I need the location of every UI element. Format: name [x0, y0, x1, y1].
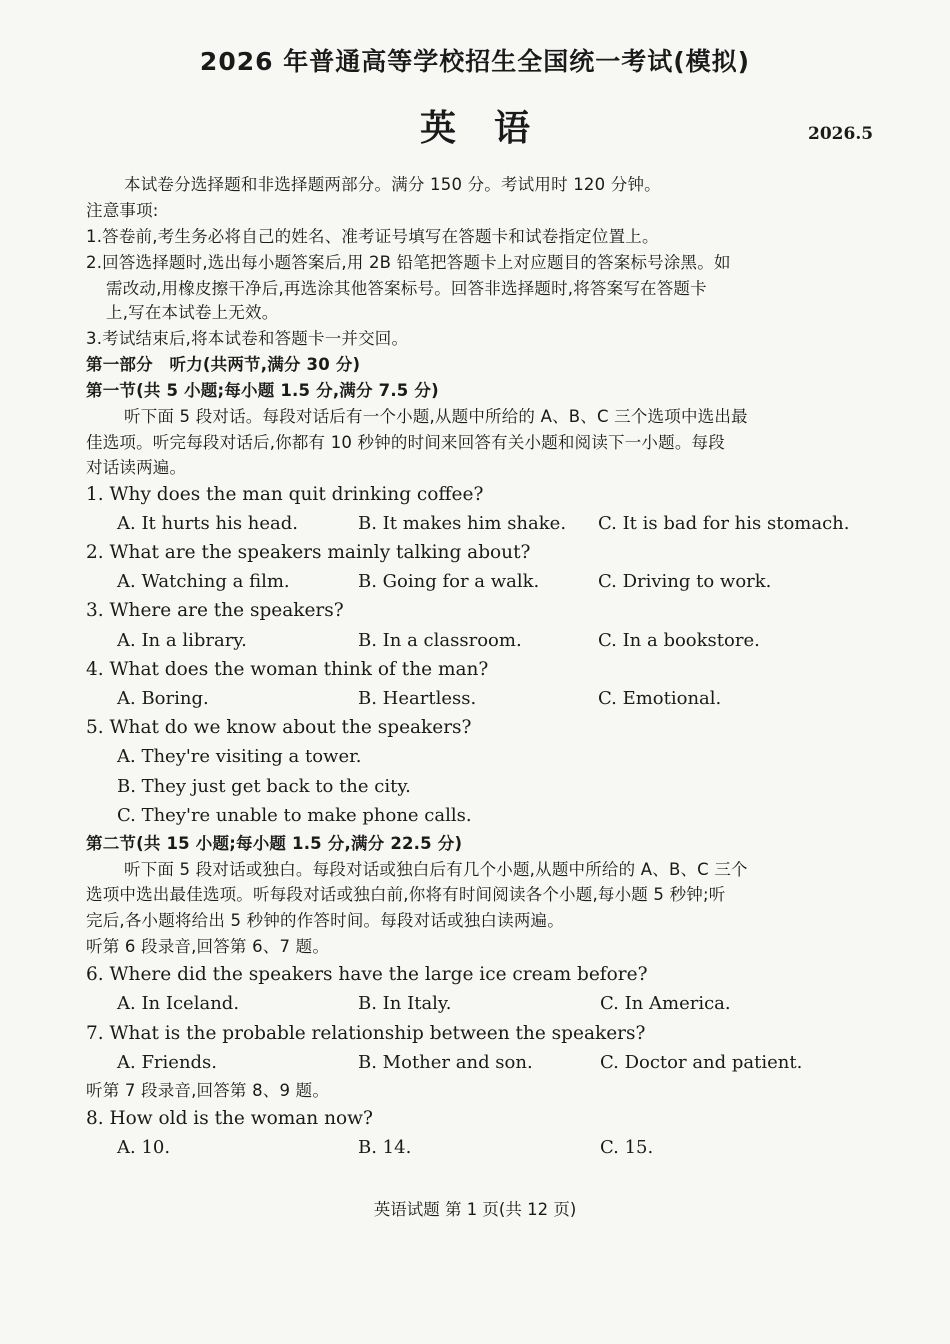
section2-instruction-2: 选项中选出最佳选项。听每段对话或独白前,你将有时间阅读各个小题,每小题 5 秒钟;听: [86, 885, 726, 904]
recording-6-instruction: 听第 6 段录音,回答第 6、7 题。: [86, 937, 330, 956]
question-1: 1. Why does the man quit drinking coffee?: [86, 484, 484, 505]
q4-option-b: B. Heartless.: [358, 688, 477, 709]
q4-option-c: C. Emotional.: [598, 688, 722, 709]
question-4: 4. What does the woman think of the man?: [86, 659, 489, 680]
q8-option-b: B. 14.: [358, 1137, 412, 1158]
q2-option-b: B. Going for a walk.: [358, 571, 540, 592]
q7-option-c: C. Doctor and patient.: [600, 1052, 803, 1073]
notice-heading: 注意事项:: [86, 201, 159, 220]
section2-heading: 第二节(共 15 小题;每小题 1.5 分,满分 22.5 分): [86, 834, 463, 853]
q2-option-a: A. Watching a film.: [117, 571, 290, 592]
section1-instruction-2: 佳选项。听完每段对话后,你都有 10 秒钟的时间来回答有关小题和阅读下一小题。每段: [86, 433, 725, 452]
section2-instruction-1: 听下面 5 段对话或独白。每段对话或独白后有几个小题,从题中所给的 A、B、C 三个: [124, 860, 748, 879]
q7-option-b: B. Mother and son.: [358, 1052, 533, 1073]
q3-option-a: A. In a library.: [117, 630, 247, 651]
section1-instruction-3: 对话读两遍。: [86, 458, 187, 477]
q1-option-a: A. It hurts his head.: [117, 513, 299, 534]
question-3: 3. Where are the speakers?: [86, 600, 344, 621]
exam-date: 2026.5: [808, 124, 874, 144]
q2-option-c: C. Driving to work.: [598, 571, 772, 592]
q8-option-c: C. 15.: [600, 1137, 654, 1158]
part1-heading: 第一部分 听力(共两节,满分 30 分): [86, 355, 361, 374]
intro-summary: 本试卷分选择题和非选择题两部分。满分 150 分。考试用时 120 分钟。: [124, 175, 661, 194]
question-8: 8. How old is the woman now?: [86, 1108, 373, 1129]
q6-option-c: C. In America.: [600, 993, 731, 1014]
q3-option-c: C. In a bookstore.: [598, 630, 760, 651]
notice-2-line-1: 2.回答选择题时,选出每小题答案后,用 2B 铅笔把答题卡上对应题目的答案标号涂黑。如: [86, 253, 731, 272]
notice-3: 3.考试结束后,将本试卷和答题卡一并交回。: [86, 329, 409, 348]
section2-instruction-3: 完后,各小题将给出 5 秒钟的作答时间。每段对话或独白读两遍。: [86, 911, 564, 930]
question-5: 5. What do we know about the speakers?: [86, 717, 472, 738]
q5-option-a: A. They're visiting a tower.: [117, 746, 362, 767]
q5-option-b: B. They just get back to the city.: [117, 776, 411, 797]
exam-title: 2026 年普通高等学校招生全国统一考试(模拟): [199, 47, 751, 76]
q8-option-a: A. 10.: [117, 1137, 171, 1158]
question-2: 2. What are the speakers mainly talking about?: [86, 542, 531, 563]
notice-2-line-3: 上,写在本试卷上无效。: [106, 303, 279, 322]
q5-option-c: C. They're unable to make phone calls.: [117, 805, 472, 826]
notice-1: 1.答卷前,考生务必将自己的姓名、准考证号填写在答题卡和试卷指定位置上。: [86, 227, 659, 246]
q3-option-b: B. In a classroom.: [358, 630, 522, 651]
q7-option-a: A. Friends.: [117, 1052, 218, 1073]
subject-title: 英语: [419, 108, 568, 149]
question-6: 6. Where did the speakers have the large ice cream before?: [86, 964, 648, 985]
q6-option-b: B. In Italy.: [358, 993, 452, 1014]
section1-heading: 第一节(共 5 小题;每小题 1.5 分,满分 7.5 分): [86, 381, 439, 400]
section1-instruction-1: 听下面 5 段对话。每段对话后有一个小题,从题中所给的 A、B、C 三个选项中选出最: [124, 407, 748, 426]
q1-option-c: C. It is bad for his stomach.: [598, 513, 850, 534]
question-7: 7. What is the probable relationship between the speakers?: [86, 1023, 646, 1044]
notice-2-line-2: 需改动,用橡皮擦干净后,再选涂其他答案标号。回答非选择题时,将答案写在答题卡: [106, 279, 707, 298]
q4-option-a: A. Boring.: [117, 688, 209, 709]
q6-option-a: A. In Iceland.: [117, 993, 240, 1014]
q1-option-b: B. It makes him shake.: [358, 513, 567, 534]
recording-7-instruction: 听第 7 段录音,回答第 8、9 题。: [86, 1081, 330, 1100]
page-footer: 英语试题 第 1 页(共 12 页): [373, 1200, 577, 1219]
